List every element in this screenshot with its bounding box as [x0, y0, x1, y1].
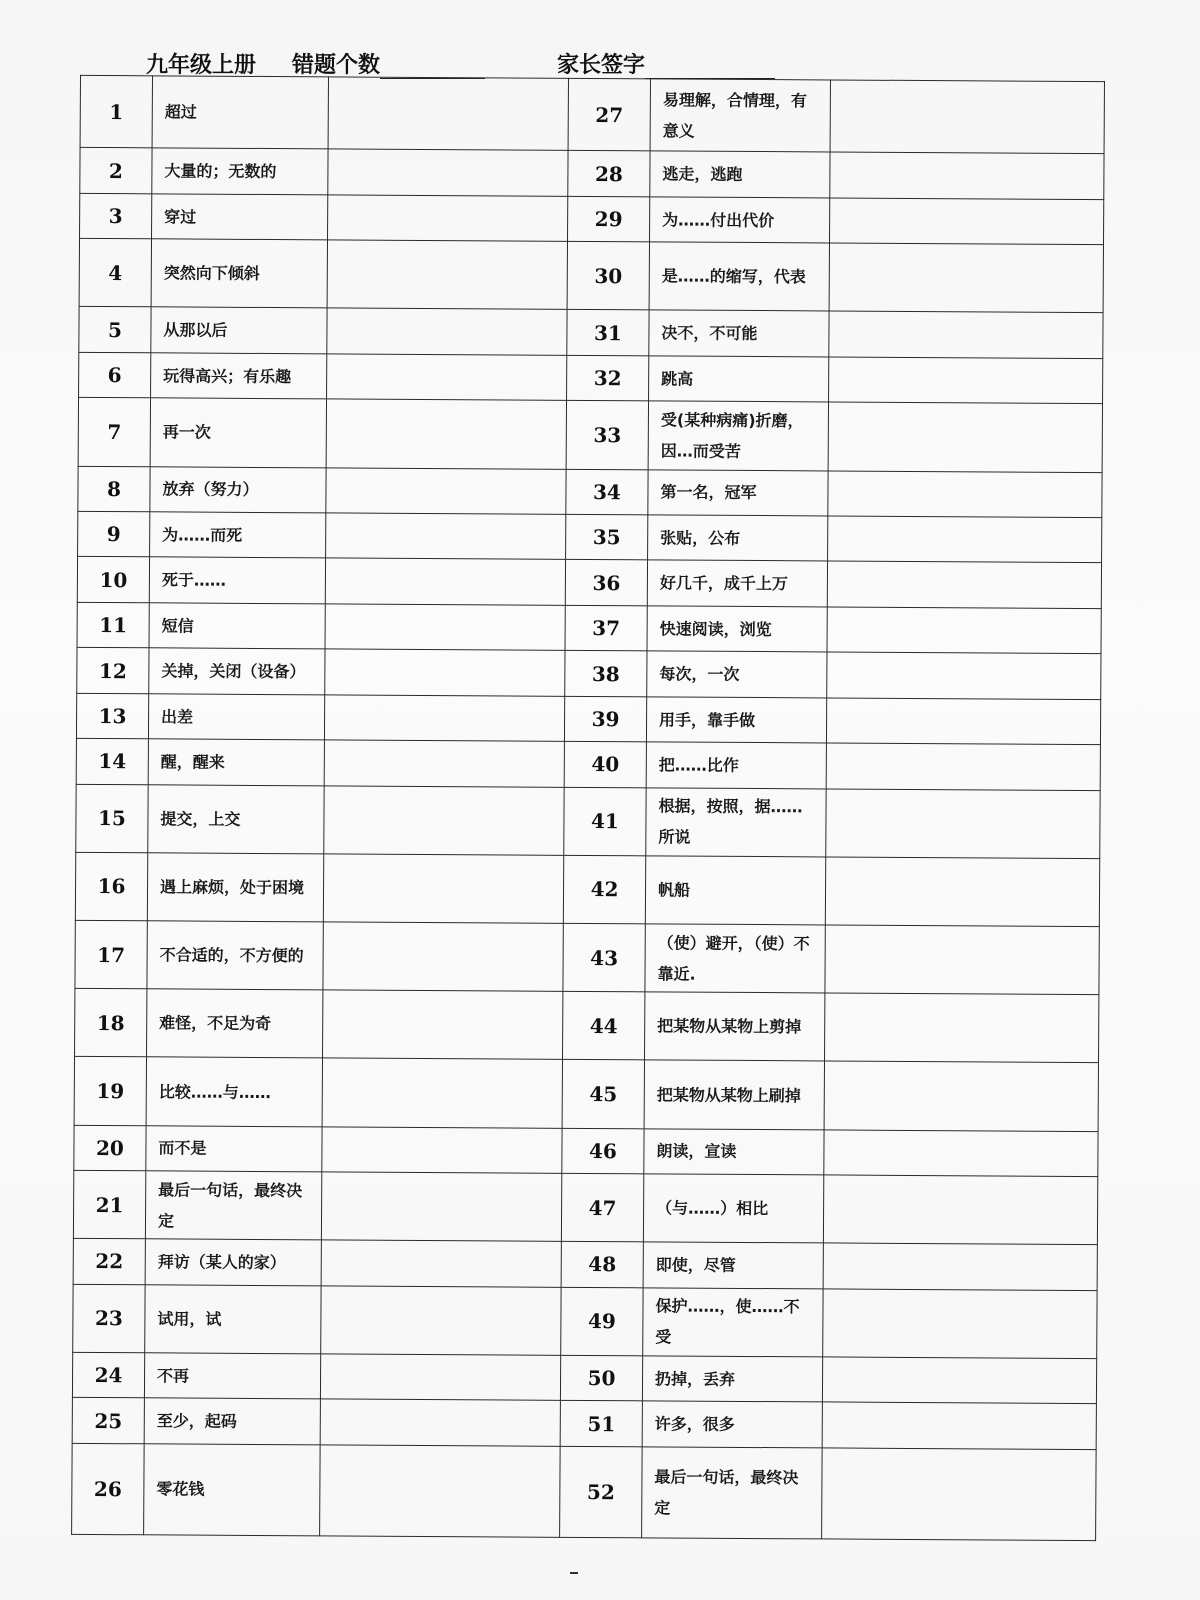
right-answer-cell[interactable]: [826, 743, 1100, 790]
left-meaning-cell: 放弃（努力）: [150, 466, 326, 513]
table-row: [72, 1398, 1096, 1450]
left-number-cell: 7: [78, 398, 150, 467]
table-row: [78, 466, 1102, 518]
left-meaning-cell: 死于……: [149, 557, 325, 604]
table-row: [76, 784, 1100, 858]
left-answer-cell[interactable]: [321, 1286, 561, 1356]
left-meaning-cell: 比较……与……: [146, 1057, 322, 1126]
left-number-cell: 5: [79, 307, 151, 353]
right-number-cell: 37: [565, 605, 647, 651]
parent-sign-blank: [645, 56, 775, 79]
left-answer-cell[interactable]: [324, 740, 564, 787]
right-number-cell: 40: [564, 742, 646, 788]
left-meaning-cell: 零花钱: [144, 1444, 321, 1536]
left-meaning-cell: 不再: [144, 1353, 320, 1400]
right-answer-cell[interactable]: [822, 1448, 1097, 1541]
parent-sign-field: [557, 48, 775, 79]
table-row: [78, 511, 1102, 563]
left-meaning-cell: 大量的；无数的: [152, 148, 328, 195]
table-row: [75, 852, 1099, 926]
right-number-cell: 52: [560, 1446, 643, 1538]
left-number-cell: 17: [75, 920, 147, 989]
right-answer-cell[interactable]: [826, 789, 1100, 859]
table-row: [77, 602, 1101, 654]
table-row: [77, 557, 1101, 609]
right-answer-cell[interactable]: [822, 1357, 1096, 1404]
left-answer-cell[interactable]: [321, 1240, 561, 1287]
table-row: [80, 148, 1104, 200]
vocab-table-body: [72, 75, 1105, 1540]
right-meaning-cell: 受(某种病痛)折磨，因…而受苦: [648, 401, 828, 470]
right-meaning-cell: 为……付出代价: [649, 197, 829, 244]
right-meaning-cell: 即使，尽管: [643, 1242, 823, 1289]
right-answer-cell[interactable]: [829, 198, 1103, 245]
right-number-cell: 33: [566, 401, 648, 470]
right-meaning-cell: 朗读，宣读: [644, 1128, 824, 1175]
table-row: [75, 920, 1099, 994]
right-answer-cell[interactable]: [828, 470, 1102, 517]
left-answer-cell[interactable]: [327, 240, 567, 310]
left-meaning-cell: 不合适的，不方便的: [147, 921, 323, 990]
right-meaning-cell: （与……）相比: [643, 1174, 823, 1243]
right-answer-cell[interactable]: [828, 402, 1102, 472]
left-answer-cell[interactable]: [326, 513, 566, 560]
left-answer-cell[interactable]: [325, 558, 565, 605]
left-number-cell: 10: [77, 557, 149, 603]
right-number-cell: 31: [567, 310, 649, 356]
right-meaning-cell: 最后一句话，最终决定: [642, 1447, 823, 1539]
right-number-cell: 27: [568, 78, 650, 151]
right-number-cell: 47: [561, 1173, 643, 1242]
left-number-cell: 13: [76, 693, 148, 739]
right-answer-cell[interactable]: [823, 1243, 1097, 1290]
vocab-table: [71, 75, 1105, 1541]
table-row: [77, 648, 1101, 700]
right-number-cell: 32: [567, 355, 649, 401]
left-meaning-cell: 而不是: [146, 1125, 322, 1172]
left-answer-cell[interactable]: [325, 604, 565, 651]
table-row: [78, 398, 1102, 472]
left-meaning-cell: 短信: [149, 603, 325, 650]
right-meaning-cell: 许多，很多: [642, 1401, 822, 1448]
left-meaning-cell: 超过: [152, 76, 328, 149]
table-row: [75, 989, 1099, 1063]
left-number-cell: 26: [72, 1443, 145, 1535]
left-meaning-cell: 从那以后: [151, 307, 327, 354]
right-number-cell: 43: [563, 923, 645, 992]
left-answer-cell[interactable]: [320, 1354, 560, 1401]
left-number-cell: 23: [73, 1284, 145, 1353]
left-meaning-cell: 试用，试: [145, 1285, 321, 1354]
left-meaning-cell: 玩得高兴；有乐趣: [151, 353, 327, 400]
table-row: [79, 307, 1103, 359]
page-mark: [570, 1572, 578, 1574]
right-meaning-cell: 张贴，公布: [648, 515, 828, 562]
right-meaning-cell: 第一名，冠军: [648, 469, 828, 516]
left-meaning-cell: 至少，起码: [144, 1398, 320, 1445]
table-row: [74, 1057, 1098, 1131]
left-number-cell: 18: [75, 989, 147, 1058]
right-number-cell: 44: [563, 992, 645, 1061]
right-answer-cell[interactable]: [824, 993, 1098, 1063]
table-row: [80, 75, 1104, 154]
left-meaning-cell: 穿过: [152, 194, 328, 241]
left-number-cell: 14: [76, 739, 148, 785]
left-answer-cell[interactable]: [325, 649, 565, 696]
left-meaning-cell: 最后一句话，最终决定: [145, 1171, 321, 1240]
right-number-cell: 48: [561, 1242, 643, 1288]
left-answer-cell[interactable]: [328, 77, 568, 151]
left-number-cell: 11: [77, 602, 149, 648]
right-number-cell: 42: [563, 855, 645, 924]
right-meaning-cell: 把……比作: [646, 742, 826, 789]
left-number-cell: 12: [77, 648, 149, 694]
right-answer-cell[interactable]: [828, 516, 1102, 563]
worksheet-title: 九年级上册: [146, 53, 257, 78]
error-count-label: 错题个数: [292, 53, 381, 78]
left-number-cell: 24: [72, 1352, 144, 1398]
left-number-cell: 25: [72, 1398, 144, 1444]
worksheet-header: [146, 48, 775, 79]
table-row: [72, 1352, 1096, 1404]
left-meaning-cell: 醒，醒来: [148, 739, 324, 786]
right-number-cell: 36: [565, 560, 647, 606]
right-answer-cell[interactable]: [830, 152, 1104, 199]
table-row: [73, 1284, 1097, 1358]
left-number-cell: 16: [75, 852, 147, 921]
right-meaning-cell: 是……的缩写，代表: [649, 242, 829, 311]
right-answer-cell[interactable]: [827, 607, 1101, 654]
left-meaning-cell: 难怪，不足为奇: [147, 989, 323, 1058]
left-meaning-cell: 再一次: [150, 398, 326, 467]
table-row: [74, 1125, 1098, 1177]
right-number-cell: 49: [561, 1287, 643, 1356]
left-number-cell: 8: [78, 466, 150, 512]
right-number-cell: 38: [565, 651, 647, 697]
right-meaning-cell: 用手，靠手做: [646, 697, 826, 744]
table-row: [76, 739, 1100, 791]
left-answer-cell[interactable]: [328, 149, 568, 196]
right-number-cell: 39: [564, 696, 646, 742]
right-meaning-cell: 逃走，逃跑: [650, 151, 830, 198]
left-answer-cell[interactable]: [322, 1126, 562, 1173]
left-answer-cell[interactable]: [324, 786, 564, 856]
left-number-cell: 22: [73, 1239, 145, 1285]
right-answer-cell[interactable]: [825, 925, 1099, 995]
right-answer-cell[interactable]: [827, 652, 1101, 699]
right-meaning-cell: 保护……，使……不受: [643, 1288, 823, 1357]
right-meaning-cell: 易理解，合情理，有意义: [650, 79, 830, 152]
right-answer-cell[interactable]: [830, 80, 1104, 154]
left-answer-cell[interactable]: [326, 467, 566, 514]
right-meaning-cell: 快速阅读，浏览: [647, 606, 827, 653]
right-meaning-cell: 根据，按照，据……所说: [646, 788, 826, 857]
left-answer-cell[interactable]: [328, 195, 568, 242]
right-number-cell: 29: [568, 196, 650, 242]
left-answer-cell[interactable]: [323, 990, 563, 1060]
right-number-cell: 30: [567, 242, 649, 311]
left-answer-cell[interactable]: [320, 1399, 560, 1446]
left-answer-cell[interactable]: [326, 399, 566, 469]
left-number-cell: 19: [74, 1057, 146, 1126]
right-answer-cell[interactable]: [824, 1061, 1098, 1131]
right-meaning-cell: 跳高: [649, 356, 829, 403]
left-answer-cell[interactable]: [323, 854, 563, 924]
right-answer-cell[interactable]: [829, 311, 1103, 358]
right-number-cell: 45: [562, 1060, 644, 1129]
right-meaning-cell: （使）避开，（使）不靠近.: [645, 924, 825, 993]
right-number-cell: 46: [562, 1128, 644, 1174]
error-count-field: [292, 48, 557, 79]
right-answer-cell[interactable]: [827, 561, 1101, 608]
right-number-cell: 35: [566, 514, 648, 560]
left-number-cell: 2: [80, 148, 152, 194]
right-answer-cell[interactable]: [824, 1130, 1098, 1177]
right-meaning-cell: 决不，不可能: [649, 310, 829, 357]
left-meaning-cell: 关掉，关闭（设备）: [149, 648, 325, 695]
right-meaning-cell: 帆船: [645, 856, 825, 925]
left-number-cell: 21: [73, 1170, 145, 1239]
left-meaning-cell: 遇上麻烦，处于困境: [147, 853, 323, 922]
left-number-cell: 4: [79, 239, 151, 308]
right-meaning-cell: 扔掉，丢弃: [642, 1356, 822, 1403]
left-meaning-cell: 拜访（某人的家）: [145, 1239, 321, 1286]
table-row: [73, 1170, 1097, 1244]
left-answer-cell[interactable]: [322, 1058, 562, 1128]
right-number-cell: 50: [560, 1355, 642, 1401]
left-answer-cell[interactable]: [324, 695, 564, 742]
parent-sign-label: 家长签字: [557, 53, 646, 78]
right-answer-cell[interactable]: [822, 1402, 1096, 1449]
left-number-cell: 1: [80, 75, 152, 148]
table-row: [76, 693, 1100, 745]
table-row: [73, 1239, 1097, 1291]
left-meaning-cell: 为……而死: [150, 512, 326, 559]
table-row: [80, 193, 1104, 245]
right-meaning-cell: 把某物从某物上刷掉: [644, 1060, 824, 1129]
left-meaning-cell: 出差: [148, 694, 324, 741]
left-number-cell: 9: [78, 511, 150, 557]
left-meaning-cell: 突然向下倾斜: [151, 239, 327, 308]
right-answer-cell[interactable]: [829, 243, 1103, 313]
right-meaning-cell: 把某物从某物上剪掉: [645, 992, 825, 1061]
table-row: [72, 1443, 1097, 1540]
left-answer-cell[interactable]: [321, 1172, 561, 1242]
right-number-cell: 51: [560, 1401, 642, 1447]
left-answer-cell[interactable]: [323, 922, 563, 992]
table-row: [79, 239, 1103, 313]
left-meaning-cell: 提交，上交: [148, 784, 324, 853]
right-meaning-cell: 每次，一次: [647, 651, 827, 698]
right-number-cell: 41: [564, 787, 646, 856]
right-answer-cell[interactable]: [823, 1175, 1097, 1245]
left-answer-cell[interactable]: [320, 1445, 561, 1538]
table-row: [79, 352, 1103, 404]
right-answer-cell[interactable]: [823, 1289, 1097, 1359]
left-answer-cell[interactable]: [327, 308, 567, 355]
error-count-blank: [380, 56, 485, 79]
left-number-cell: 15: [76, 784, 148, 853]
right-answer-cell[interactable]: [829, 357, 1103, 404]
left-number-cell: 6: [79, 352, 151, 398]
right-meaning-cell: 好几千，成千上万: [647, 560, 827, 607]
right-number-cell: 28: [568, 151, 650, 197]
right-answer-cell[interactable]: [826, 698, 1100, 745]
left-answer-cell[interactable]: [327, 354, 567, 401]
left-number-cell: 20: [74, 1125, 146, 1171]
right-answer-cell[interactable]: [825, 857, 1099, 927]
right-number-cell: 34: [566, 469, 648, 515]
left-number-cell: 3: [80, 193, 152, 239]
